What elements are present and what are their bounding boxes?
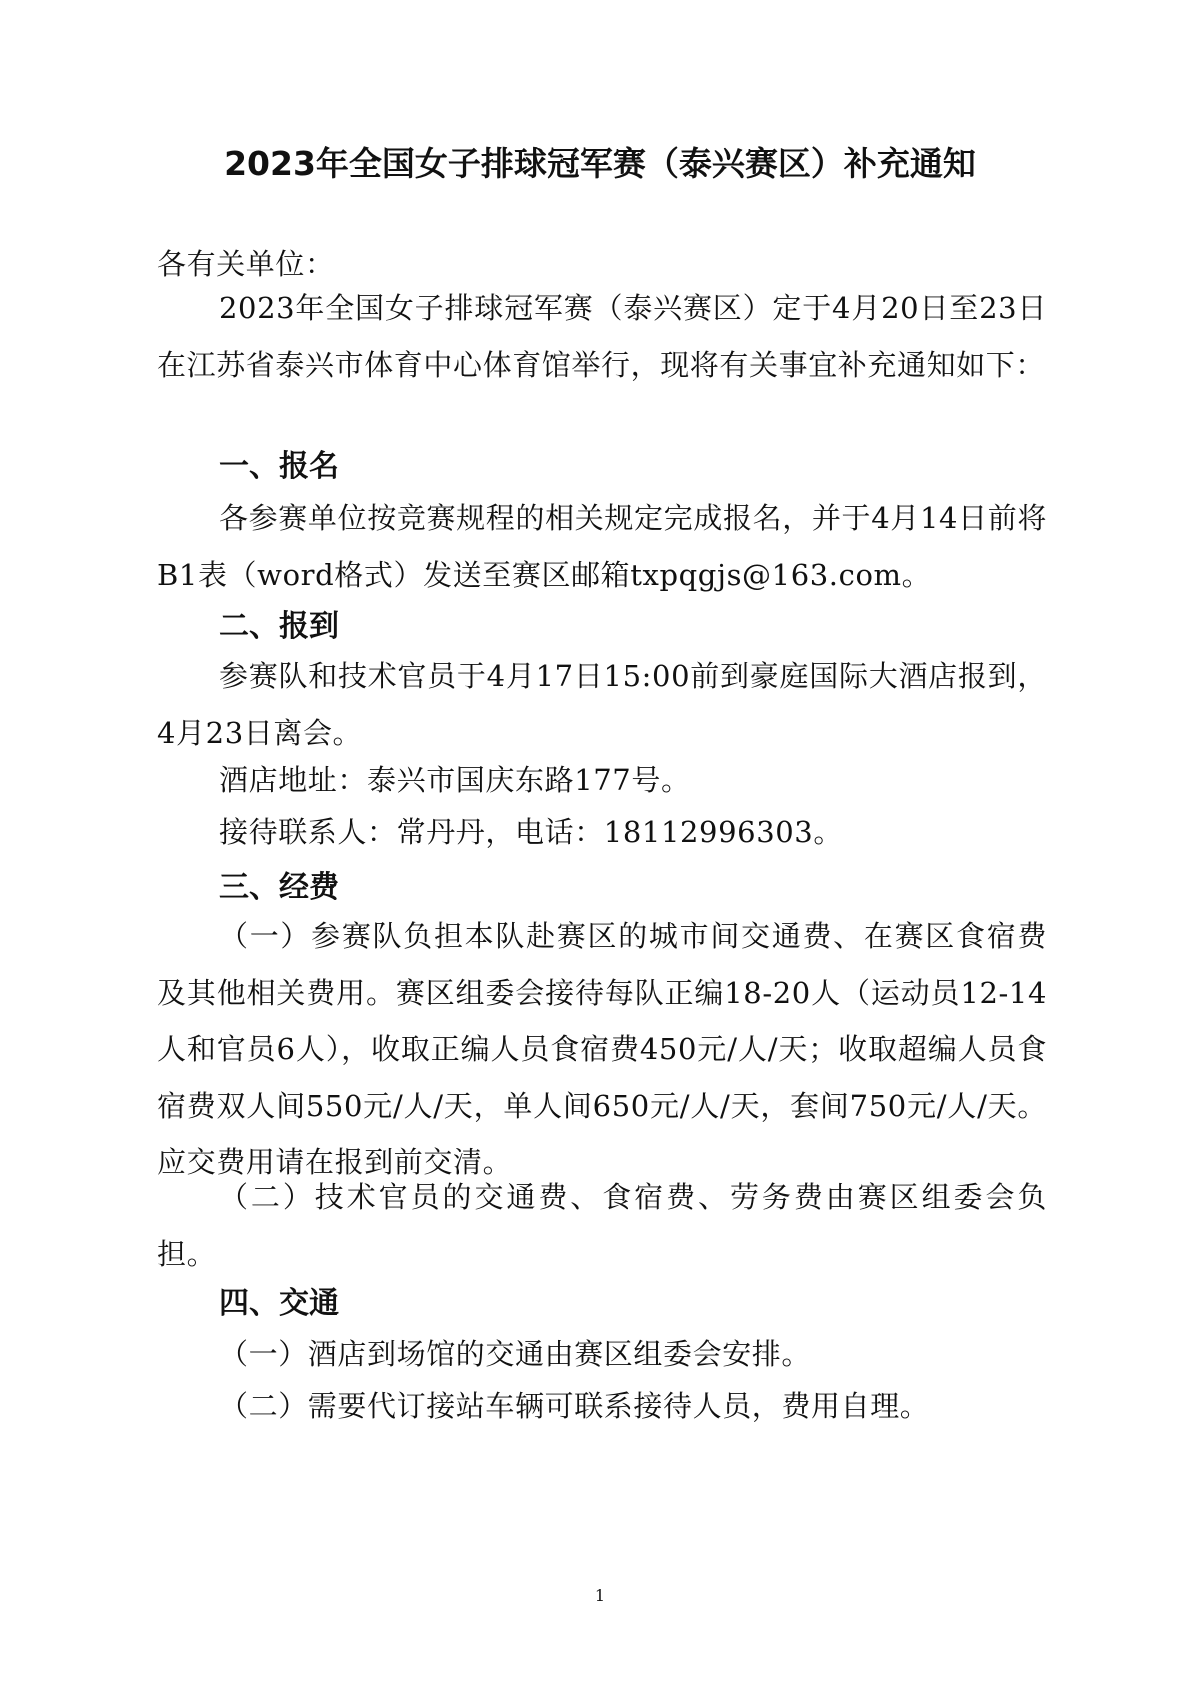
section-heading-transport: 四、交通	[219, 1286, 339, 1321]
salutation: 各有关单位：	[157, 247, 335, 281]
section-heading-expenses: 三、经费	[219, 870, 339, 905]
check-in-paragraph: 参赛队和技术官员于4月17日15:00前到豪庭国际大酒店报到，4月23日离会。	[157, 659, 1047, 750]
transport-paragraph-pickup: （二）需要代订接站车辆可联系接待人员，费用自理。	[219, 1389, 930, 1423]
page-number: 1	[594, 1586, 606, 1605]
section-heading-check-in: 二、报到	[219, 609, 339, 644]
section-heading-registration: 一、报名	[219, 449, 339, 484]
expenses-paragraph-officials: （二）技术官员的交通费、食宿费、劳务费由赛区组委会负担。	[157, 1180, 1047, 1271]
contact-person: 接待联系人：常丹丹，电话：18112996303。	[219, 815, 843, 849]
intro-paragraph: 2023年全国女子排球冠军赛（泰兴赛区）定于4月20日至23日在江苏省泰兴市体育中心体育馆举行，现将有关事宜补充通知如下：	[157, 291, 1047, 382]
registration-paragraph: 各参赛单位按竞赛规程的相关规定完成报名，并于4月14日前将B1表（word格式）发送至赛区邮箱txpqgjs@163.com。	[157, 501, 1047, 592]
hotel-address: 酒店地址：泰兴市国庆东路177号。	[219, 763, 691, 797]
transport-paragraph-venue: （一）酒店到场馆的交通由赛区组委会安排。	[219, 1337, 812, 1371]
document-title: 2023年全国女子排球冠军赛（泰兴赛区）补充通知	[224, 144, 976, 183]
expenses-paragraph-team: （一）参赛队负担本队赴赛区的城市间交通费、在赛区食宿费及其他相关费用。赛区组委会接待每队正编18-20人（运动员12-14人和官员6人），收取正编人员食宿费450元/人/天；收取超编人员食宿费双人间550元/人/天，单人间650元/人/天，套间750元/人/天。应交费用请在报到前交清。	[157, 919, 1047, 1179]
